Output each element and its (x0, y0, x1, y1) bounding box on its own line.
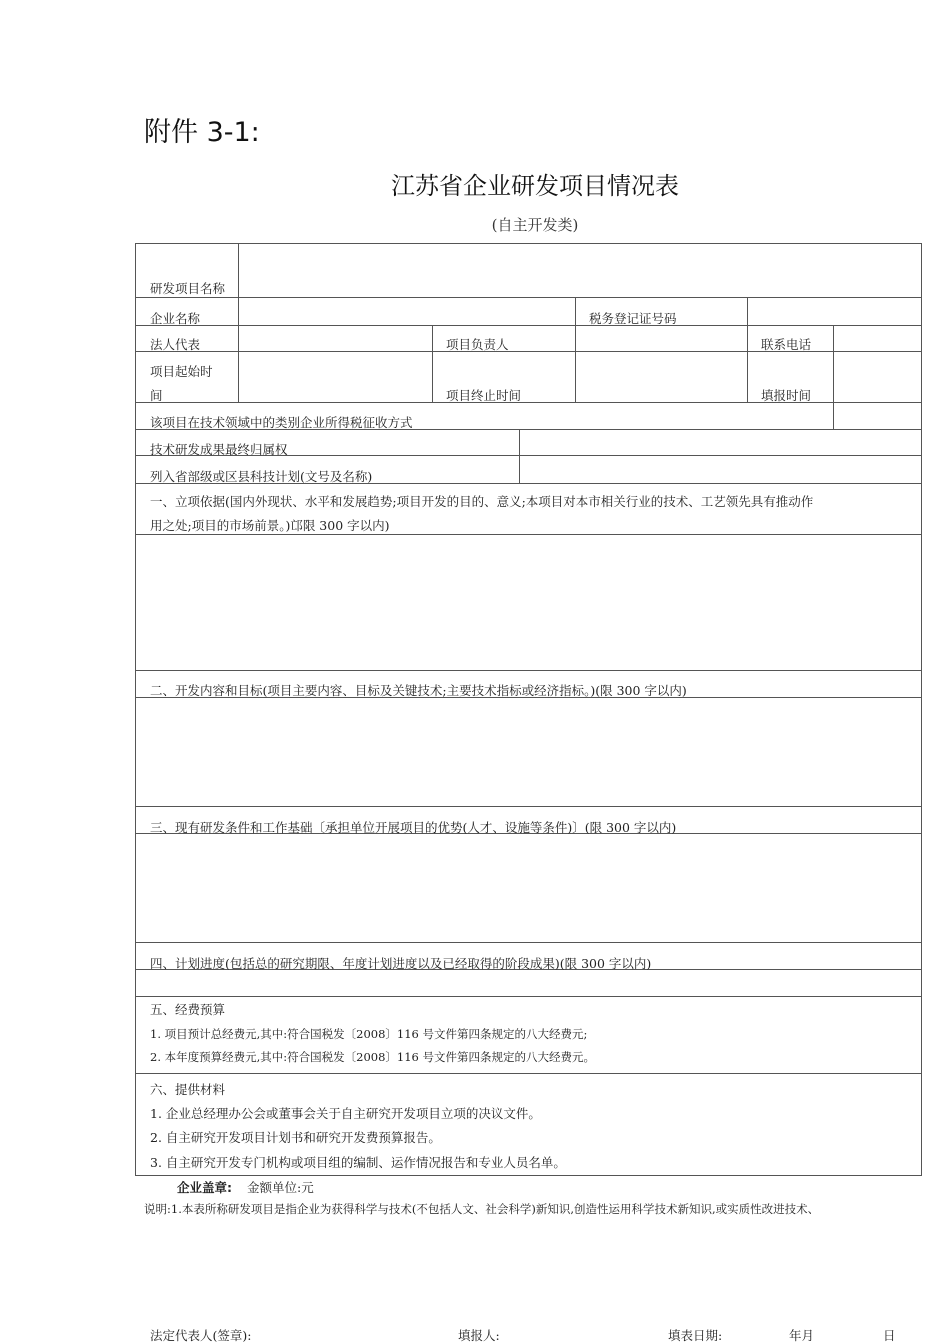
material-item-1: 1. 企业总经理办公会或董事会关于自主研究开发项目立项的决议文件。 (150, 1106, 541, 1121)
project-name-label: 研发项目名称 (150, 281, 226, 296)
material-item-3: 3. 自主研究开发专门机构或项目组的编制、运作情况报告和专业人员名单。 (150, 1155, 566, 1170)
section-6-heading: 六、提供材料 (150, 1082, 226, 1097)
amount-unit-label: 金额单位:元 (247, 1180, 314, 1195)
row-line (135, 806, 922, 807)
col-line (575, 297, 576, 403)
section-2-heading: 二、开发内容和目标(项目主要内容、目标及关键技术;主要技术指标或经济指标。)(限 300 字以内) (150, 683, 687, 698)
project-lead-label: 项目负责人 (446, 337, 509, 352)
section-5-heading: 五、经费预算 (150, 1002, 226, 1017)
filler-signature: 填报人: (458, 1328, 500, 1343)
section-4-heading: 四、计划进度(包括总的研究期限、年度计划进度以及已经取得的阶段成果)(限 300 字以内) (150, 956, 652, 971)
fill-time-label: 填报时间 (761, 388, 812, 403)
row-line (135, 1073, 922, 1074)
start-time-label-line1: 项目起始时 (150, 364, 213, 379)
page-title: 江苏省企业研发项目情况表 (391, 172, 679, 200)
tech-plan-label: 列入省部级或区县科技计划(文号及名称) (150, 469, 373, 484)
tax-registration-label: 税务登记证号码 (589, 311, 677, 326)
table-border-left (135, 243, 136, 1176)
day-label: 日 (883, 1328, 896, 1343)
section-1-heading-line2: 用之处;项目的市场前景。)邙限 300 字以内) (150, 518, 390, 533)
row-line (135, 670, 922, 671)
legal-representative-label: 法人代表 (150, 337, 201, 352)
company-seal-label: 企业盖章: (177, 1180, 232, 1195)
budget-item-2: 2. 本年度预算经费元,其中:符合国税发〔2008〕116 号文件第四条规定的八大经费元。 (150, 1050, 596, 1064)
col-line (747, 297, 748, 403)
budget-item-1: 1. 项目预计总经费元,其中:符合国税发〔2008〕116 号文件第四条规定的八大经费元; (150, 1027, 588, 1041)
row-line (135, 942, 922, 943)
section-3-heading: 三、现有研发条件和工作基础〔承担单位开展项目的优势(人才、设施等条件)〕(限 300 字以内) (150, 820, 677, 835)
table-border-top (135, 243, 922, 244)
col-line (238, 243, 239, 403)
row-line (135, 297, 922, 298)
page-subtitle: (自主开发类) (491, 216, 579, 234)
footnote: 说明:1.本表所称研发项目是指企业为获得科学与技术(不包括人文、社会科学)新知识,创造性运用科学技术新知识,或实质性改进技术、 (144, 1202, 820, 1216)
phone-label: 联系电话 (761, 337, 812, 352)
end-time-label: 项目终止时间 (446, 388, 522, 403)
col-line (432, 325, 433, 403)
material-item-2: 2. 自主研究开发项目计划书和研究开发费预算报告。 (150, 1130, 441, 1145)
attachment-number: 附件 3-1: (144, 117, 260, 148)
start-time-label-line2: 间 (150, 388, 163, 403)
table-border-bottom (135, 1175, 922, 1176)
row-line (135, 996, 922, 997)
col-line (833, 325, 834, 430)
table-border-right (921, 243, 922, 1176)
section-1-heading-line1: 一、立项依据(国内外现状、水平和发展趋势;项目开发的目的、意义;本项目对本市相关行业的技术、工艺领先具有推动作 (150, 494, 814, 509)
row-line (135, 325, 922, 326)
fill-date-label: 填表日期: (668, 1328, 723, 1343)
company-name-label: 企业名称 (150, 311, 201, 326)
row-line (135, 534, 922, 535)
category-tax-label: 该项目在技术领域中的类别企业所得税征收方式 (150, 415, 413, 430)
ownership-label: 技术研发成果最终归属权 (150, 442, 288, 457)
year-month-label: 年月 (789, 1328, 815, 1343)
legal-representative-signature: 法定代表人(签章): (150, 1328, 252, 1343)
col-line (519, 429, 520, 484)
